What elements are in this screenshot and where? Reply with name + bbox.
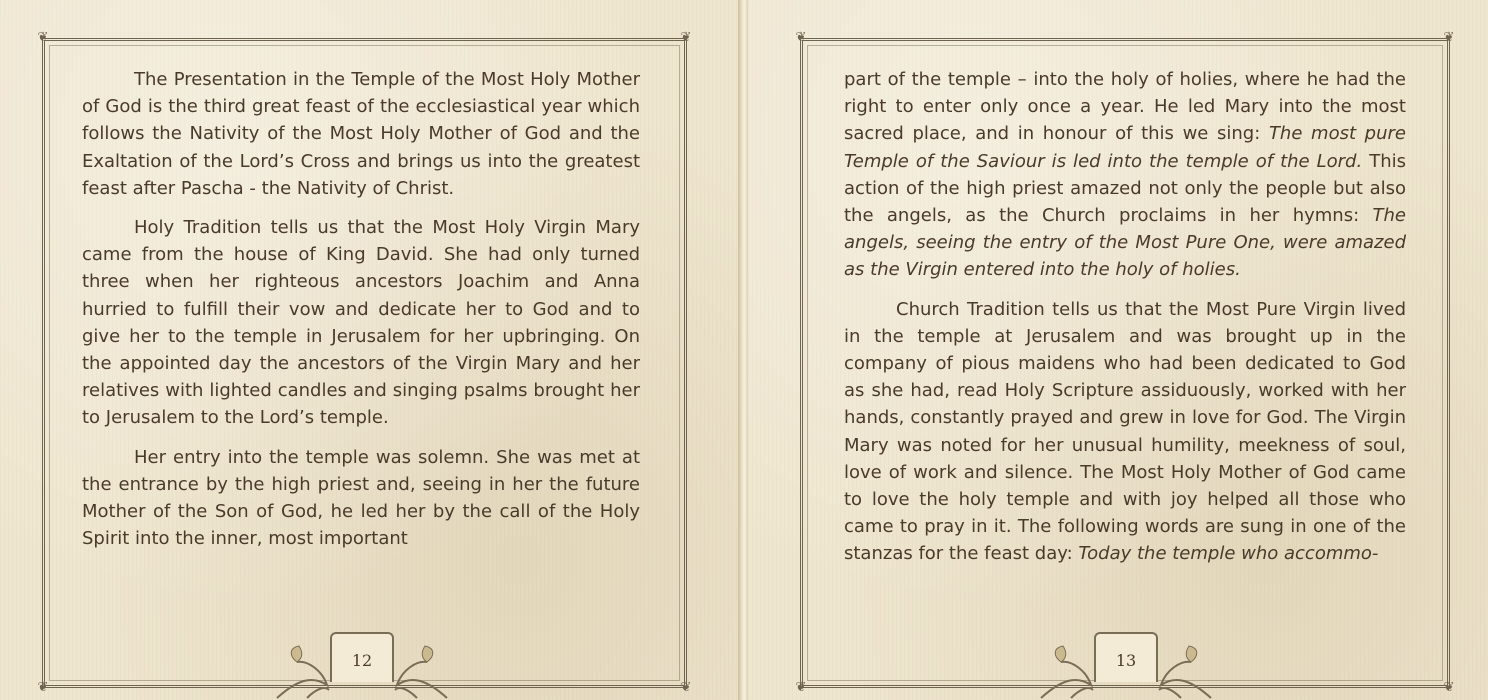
left-page [0, 0, 740, 700]
right-page-text [844, 66, 1406, 580]
page-number: 12 [330, 632, 394, 682]
left-page-text [82, 66, 640, 564]
hymn-quote: The most pure Temple of the Saviour is led into the temple of the Lord. [844, 123, 1406, 172]
paragraph: The Presentation in the Temple of the Most Holy Mother of God is the third great feast of the ecclesiastical year which follows the Nativity of the Most Holy Mother of God and the Exaltation of the Lord’s Cross and brings us into the greatest feast after Pascha - the Nativity of Christ. [82, 69, 640, 199]
hymn-quote: Today the temple who accommo- [1078, 543, 1379, 565]
corner-flourish-icon: ❦ [1443, 680, 1455, 695]
right-page [748, 0, 1488, 700]
corner-flourish-icon: ❦ [680, 30, 692, 45]
hymn-quote: The angels, seeing the entry of the Most Pure One, were amazed as the Virgin entered into the holy of holies. [844, 205, 1406, 281]
paragraph: Her entry into the temple was solemn. She was met at the entrance by the high priest and, seeing in her the future Mother of the Son of God, he led her by the call of the Holy Spirit into the inner, most important [82, 446, 640, 550]
corner-flourish-icon: ❦ [680, 680, 692, 695]
corner-flourish-icon: ❦ [1443, 30, 1455, 45]
page-number: 13 [1094, 632, 1158, 682]
paragraph [844, 66, 1406, 284]
corner-flourish-icon: ❦ [37, 680, 49, 695]
corner-flourish-icon: ❦ [795, 30, 807, 45]
corner-flourish-icon: ❦ [37, 30, 49, 45]
text-run: Church Tradition tells us that the Most Pure Virgin lived in the temple at Jerusalem and was brought up in the company of pious maidens who had been dedicated to God as she had, read Holy Scripture assiduously, worked with her hands, constantly prayed and grew in love for God. The Virgin Mary was noted for her unusual humility, meekness of soul, love of work and silence. The Most Holy Mother of God came to love the holy temple and with joy helped all those who came to pray in it. The following words are sung in one of the stanzas for the feast day: [844, 298, 1406, 565]
paragraph: Holy Tradition tells us that the Most Holy Virgin Mary came from the house of King David. She had only turned three when her righteous ancestors Joachim and Anna hurried to fulfill their vow and dedicate her to God and to give her to the temple in Jerusalem for her upbringing. On the appointed day the ancestors of the Virgin Mary and her relatives with lighted candles and singing psalms brought her to Jerusalem to the Lord’s temple. [82, 217, 640, 429]
corner-flourish-icon: ❦ [795, 680, 807, 695]
paragraph [844, 296, 1406, 568]
text-run: part of the temple – into the holy of holies, where he had the right to enter only once a year. He led Mary into the most sacred place, and in honour of this we sing: [844, 69, 1406, 145]
text-run: This action of the high priest amazed not only the people but also the angels, as the Church proclaims in her hymns: [844, 150, 1406, 227]
